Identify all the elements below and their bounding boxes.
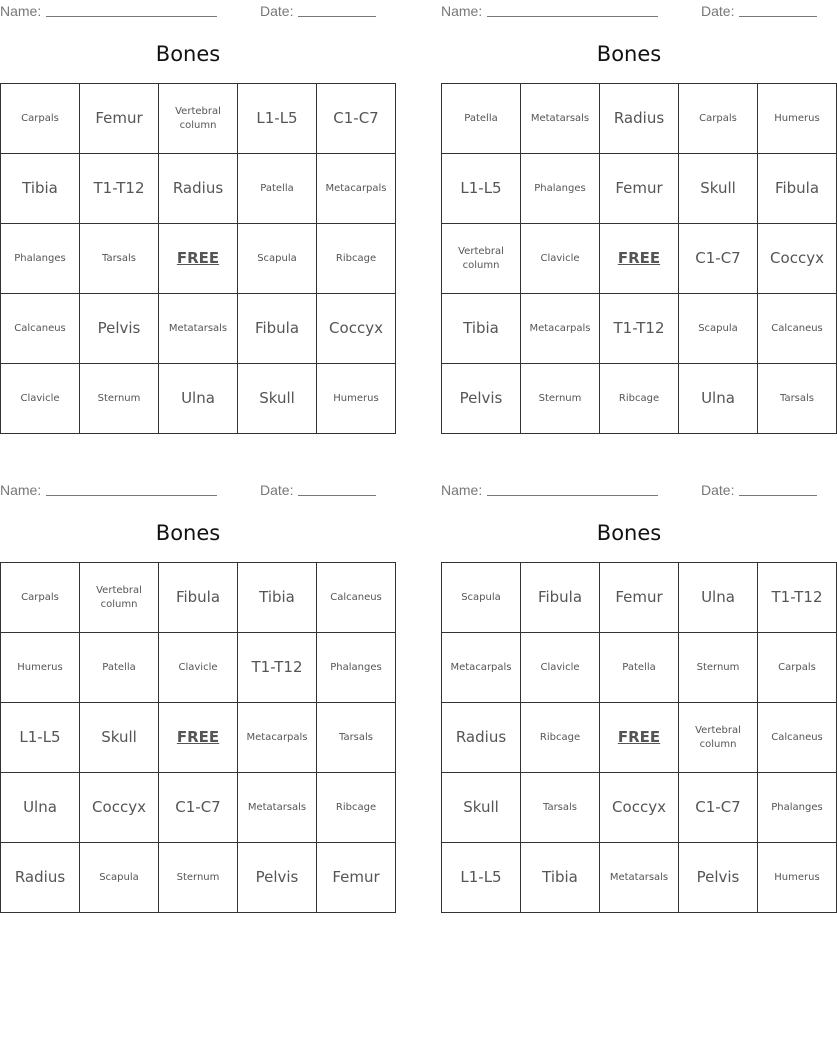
grid-cell: Skull <box>679 154 758 224</box>
card-header <box>0 0 376 22</box>
date-line <box>298 16 376 17</box>
bingo-grid <box>441 562 837 913</box>
grid-row <box>1 84 396 154</box>
grid-cell: Tibia <box>521 843 600 913</box>
grid-cell: L1-L5 <box>442 154 521 224</box>
grid-cell: Femur <box>317 843 396 913</box>
name-line <box>487 16 658 17</box>
name-label: Name: <box>0 3 42 19</box>
grid-cell: Metacarpals <box>521 294 600 364</box>
grid-cell: Fibula <box>521 563 600 633</box>
grid-row <box>442 563 837 633</box>
grid-row <box>442 224 837 294</box>
grid-row <box>1 154 396 224</box>
free-space: FREE <box>159 224 238 294</box>
date-line <box>739 495 817 496</box>
grid-cell: Coccyx <box>758 224 837 294</box>
card-title: Bones <box>596 42 662 66</box>
grid-cell: Scapula <box>238 224 317 294</box>
name-line <box>487 495 658 496</box>
grid-cell: Sternum <box>521 364 600 434</box>
card-title: Bones <box>155 521 221 545</box>
grid-cell: Phalanges <box>758 773 837 843</box>
card-title: Bones <box>596 521 662 545</box>
grid-cell: Ulna <box>679 364 758 434</box>
grid-cell: Radius <box>159 154 238 224</box>
grid-cell: Skull <box>442 773 521 843</box>
grid-cell: Calcaneus <box>317 563 396 633</box>
grid-cell: Radius <box>1 843 80 913</box>
bingo-grid <box>0 83 396 434</box>
grid-cell: Tibia <box>442 294 521 364</box>
grid-cell: Radius <box>600 84 679 154</box>
grid-cell: C1-C7 <box>679 224 758 294</box>
card-header <box>441 0 817 22</box>
grid-cell: Tarsals <box>758 364 837 434</box>
grid-cell: Clavicle <box>1 364 80 434</box>
name-label: Name: <box>441 3 483 19</box>
name-line <box>46 16 217 17</box>
grid-cell: Sternum <box>679 633 758 703</box>
grid-cell: Radius <box>442 703 521 773</box>
date-label: Date: <box>701 3 735 19</box>
grid-cell: Clavicle <box>521 633 600 703</box>
grid-cell: Carpals <box>1 563 80 633</box>
card-header <box>441 479 817 501</box>
grid-cell: Ribcage <box>317 224 396 294</box>
grid-row <box>1 703 396 773</box>
name-label: Name: <box>0 482 42 498</box>
grid-cell: Tarsals <box>80 224 159 294</box>
grid-cell: Ribcage <box>600 364 679 434</box>
grid-row <box>442 773 837 843</box>
grid-cell: Phalanges <box>521 154 600 224</box>
grid-cell: Ribcage <box>521 703 600 773</box>
grid-row <box>442 364 837 434</box>
grid-row <box>442 843 837 913</box>
date-line <box>298 495 376 496</box>
grid-cell: Ribcage <box>317 773 396 843</box>
name-label: Name: <box>441 482 483 498</box>
grid-cell: Vertebral column <box>442 224 521 294</box>
grid-cell: Phalanges <box>1 224 80 294</box>
grid-cell: L1-L5 <box>442 843 521 913</box>
grid-cell: Humerus <box>317 364 396 434</box>
grid-row <box>1 773 396 843</box>
grid-cell: Vertebral column <box>80 563 159 633</box>
grid-cell: Vertebral column <box>159 84 238 154</box>
grid-cell: T1-T12 <box>758 563 837 633</box>
grid-cell: Coccyx <box>317 294 396 364</box>
grid-cell: Femur <box>80 84 159 154</box>
bingo-card-1 <box>0 0 387 408</box>
bingo-card-3 <box>0 479 382 887</box>
grid-cell: Humerus <box>758 84 837 154</box>
grid-cell: Tarsals <box>521 773 600 843</box>
grid-cell: Scapula <box>679 294 758 364</box>
grid-cell: Pelvis <box>442 364 521 434</box>
grid-cell: Calcaneus <box>758 703 837 773</box>
grid-cell: Sternum <box>159 843 238 913</box>
grid-cell: Humerus <box>758 843 837 913</box>
grid-cell: Vertebral column <box>679 703 758 773</box>
grid-cell: Scapula <box>442 563 521 633</box>
grid-cell: Metatarsals <box>238 773 317 843</box>
date-line <box>739 16 817 17</box>
grid-cell: Ulna <box>679 563 758 633</box>
grid-cell: Calcaneus <box>758 294 837 364</box>
card-title: Bones <box>155 42 221 66</box>
grid-row <box>1 364 396 434</box>
grid-cell: Carpals <box>679 84 758 154</box>
bingo-card-4 <box>441 479 823 887</box>
bingo-grid <box>0 562 396 913</box>
grid-row <box>1 843 396 913</box>
grid-cell: Coccyx <box>600 773 679 843</box>
grid-row <box>442 154 837 224</box>
grid-cell: Clavicle <box>521 224 600 294</box>
date-label: Date: <box>260 3 294 19</box>
grid-cell: Phalanges <box>317 633 396 703</box>
grid-cell: T1-T12 <box>238 633 317 703</box>
date-label: Date: <box>260 482 294 498</box>
free-space: FREE <box>159 703 238 773</box>
grid-row <box>442 633 837 703</box>
grid-cell: Carpals <box>1 84 80 154</box>
grid-cell: Metatarsals <box>521 84 600 154</box>
grid-cell: Patella <box>442 84 521 154</box>
bingo-grid <box>441 83 837 434</box>
free-space: FREE <box>600 703 679 773</box>
date-label: Date: <box>701 482 735 498</box>
free-space: FREE <box>600 224 679 294</box>
grid-cell: Metacarpals <box>317 154 396 224</box>
grid-cell: Humerus <box>1 633 80 703</box>
grid-cell: C1-C7 <box>679 773 758 843</box>
card-header <box>0 479 376 501</box>
grid-row <box>442 84 837 154</box>
grid-cell: T1-T12 <box>600 294 679 364</box>
grid-cell: T1-T12 <box>80 154 159 224</box>
grid-cell: Tibia <box>1 154 80 224</box>
grid-row <box>1 633 396 703</box>
grid-cell: Patella <box>600 633 679 703</box>
grid-cell: Pelvis <box>679 843 758 913</box>
grid-cell: L1-L5 <box>1 703 80 773</box>
grid-cell: Carpals <box>758 633 837 703</box>
grid-cell: Fibula <box>238 294 317 364</box>
grid-cell: Femur <box>600 154 679 224</box>
grid-cell: Tarsals <box>317 703 396 773</box>
grid-cell: Ulna <box>1 773 80 843</box>
grid-row <box>1 294 396 364</box>
grid-row <box>1 563 396 633</box>
grid-row <box>1 224 396 294</box>
grid-cell: Skull <box>80 703 159 773</box>
grid-row <box>442 703 837 773</box>
grid-row <box>442 294 837 364</box>
grid-cell: Patella <box>80 633 159 703</box>
grid-cell: Metatarsals <box>159 294 238 364</box>
grid-cell: Pelvis <box>238 843 317 913</box>
grid-cell: Sternum <box>80 364 159 434</box>
grid-cell: Patella <box>238 154 317 224</box>
grid-cell: Pelvis <box>80 294 159 364</box>
grid-cell: L1-L5 <box>238 84 317 154</box>
grid-cell: Coccyx <box>80 773 159 843</box>
grid-cell: C1-C7 <box>317 84 396 154</box>
grid-cell: Metacarpals <box>442 633 521 703</box>
grid-cell: Metatarsals <box>600 843 679 913</box>
grid-cell: Fibula <box>159 563 238 633</box>
grid-cell: Clavicle <box>159 633 238 703</box>
grid-cell: Metacarpals <box>238 703 317 773</box>
grid-cell: C1-C7 <box>159 773 238 843</box>
grid-cell: Ulna <box>159 364 238 434</box>
grid-cell: Scapula <box>80 843 159 913</box>
grid-cell: Femur <box>600 563 679 633</box>
grid-cell: Fibula <box>758 154 837 224</box>
grid-cell: Tibia <box>238 563 317 633</box>
bingo-card-2 <box>441 0 824 408</box>
name-line <box>46 495 217 496</box>
grid-cell: Calcaneus <box>1 294 80 364</box>
grid-cell: Skull <box>238 364 317 434</box>
